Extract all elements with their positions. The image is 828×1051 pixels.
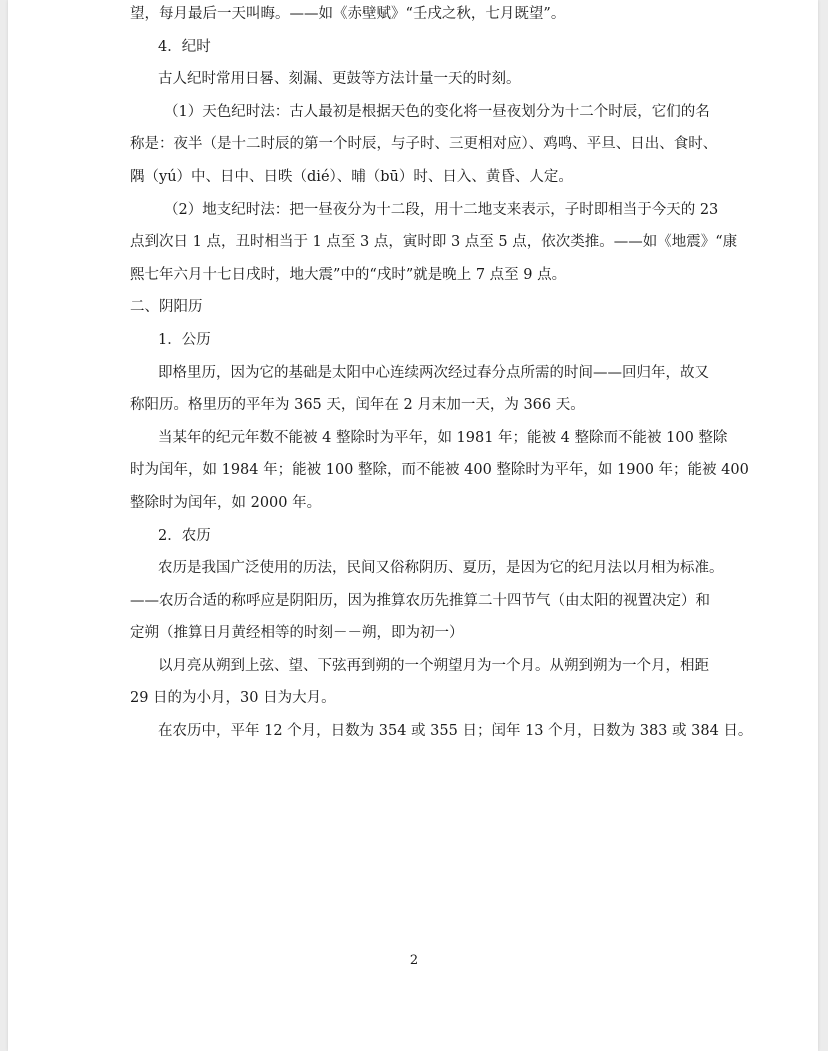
subsection-heading-lunar: 2．农历 [158, 527, 211, 544]
text-line: 熙七年六月十七日戌时，地大震”中的“戌时”就是晚上 7 点至 9 点。 [130, 266, 567, 283]
text-line: 整除时为闰年，如 2000 年。 [130, 494, 322, 511]
text-line: 以月亮从朔到上弦、望、下弦再到朔的一个朔望月为一个月。从朔到朔为一个月，相距 [158, 657, 709, 674]
section-heading-calendar: 二、阴阳历 [130, 299, 203, 316]
text-line: （2）地支纪时法：把一昼夜分为十二段，用十二地支来表示，子时即相当于今天的 23 [164, 201, 719, 218]
text-line: （1）天色纪时法：古人最初是根据天色的变化将一昼夜划分为十二个时辰，它们的名 [164, 103, 710, 120]
subsection-heading-gregorian: 1．公历 [158, 331, 211, 348]
text-line: 农历是我国广泛使用的历法，民间又俗称阴历、夏历，是因为它的纪月法以月相为标准。 [158, 560, 724, 577]
text-line: 即格里历，因为它的基础是太阳中心连续两次经过春分点所需的时间——回归年，故又 [158, 364, 709, 381]
text-line: 称阳历。格里历的平年为 365 天，闰年在 2 月末加一天，为 366 天。 [130, 397, 585, 414]
text-line: 称是：夜半（是十二时辰的第一个时辰，与子时、三更相对应）、鸡鸣、平旦、日出、食时、 [130, 136, 718, 153]
document-body [130, 0, 753, 748]
page-number: 2 [409, 953, 419, 968]
text-line: 隅（yú）中、日中、日昳（dié）、晡（bū）时、日入、黄昏、人定。 [130, 168, 573, 185]
text-line: 在农历中，平年 12 个月，日数为 354 或 355 日；闰年 13 个月，日数为 383 或 384 日。 [158, 723, 753, 740]
section-heading-timekeeping: 4．纪时 [158, 38, 211, 55]
text-line: 当某年的纪元年数不能被 4 整除时为平年，如 1981 年；能被 4 整除而不能被 100 整除 [158, 429, 728, 446]
document-page [8, 0, 818, 1051]
text-line: 古人纪时常用日晷、刻漏、更鼓等方法计量一天的时刻。 [158, 71, 521, 88]
text-line: 点到次日 1 点，丑时相当于 1 点至 3 点，寅时即 3 点至 5 点，依次类推。——如《地震》“康 [130, 234, 738, 251]
text-line: 时为闰年，如 1984 年；能被 100 整除，而不能被 400 整除时为平年，如 1900 年；能被 400 [130, 462, 749, 479]
text-line: 定朔（推算日月黄经相等的时刻－－朔，即为初一） [130, 625, 464, 642]
text-line: 29 日的为小月，30 日为大月。 [130, 690, 336, 707]
text-line: ——农历合适的称呼应是阴阳历，因为推算农历先推算二十四节气（由太阳的视置决定）和 [130, 592, 710, 609]
text-line: 望，每月最后一天叫晦。——如《赤壁赋》“壬戌之秋，七月既望”。 [130, 6, 566, 22]
